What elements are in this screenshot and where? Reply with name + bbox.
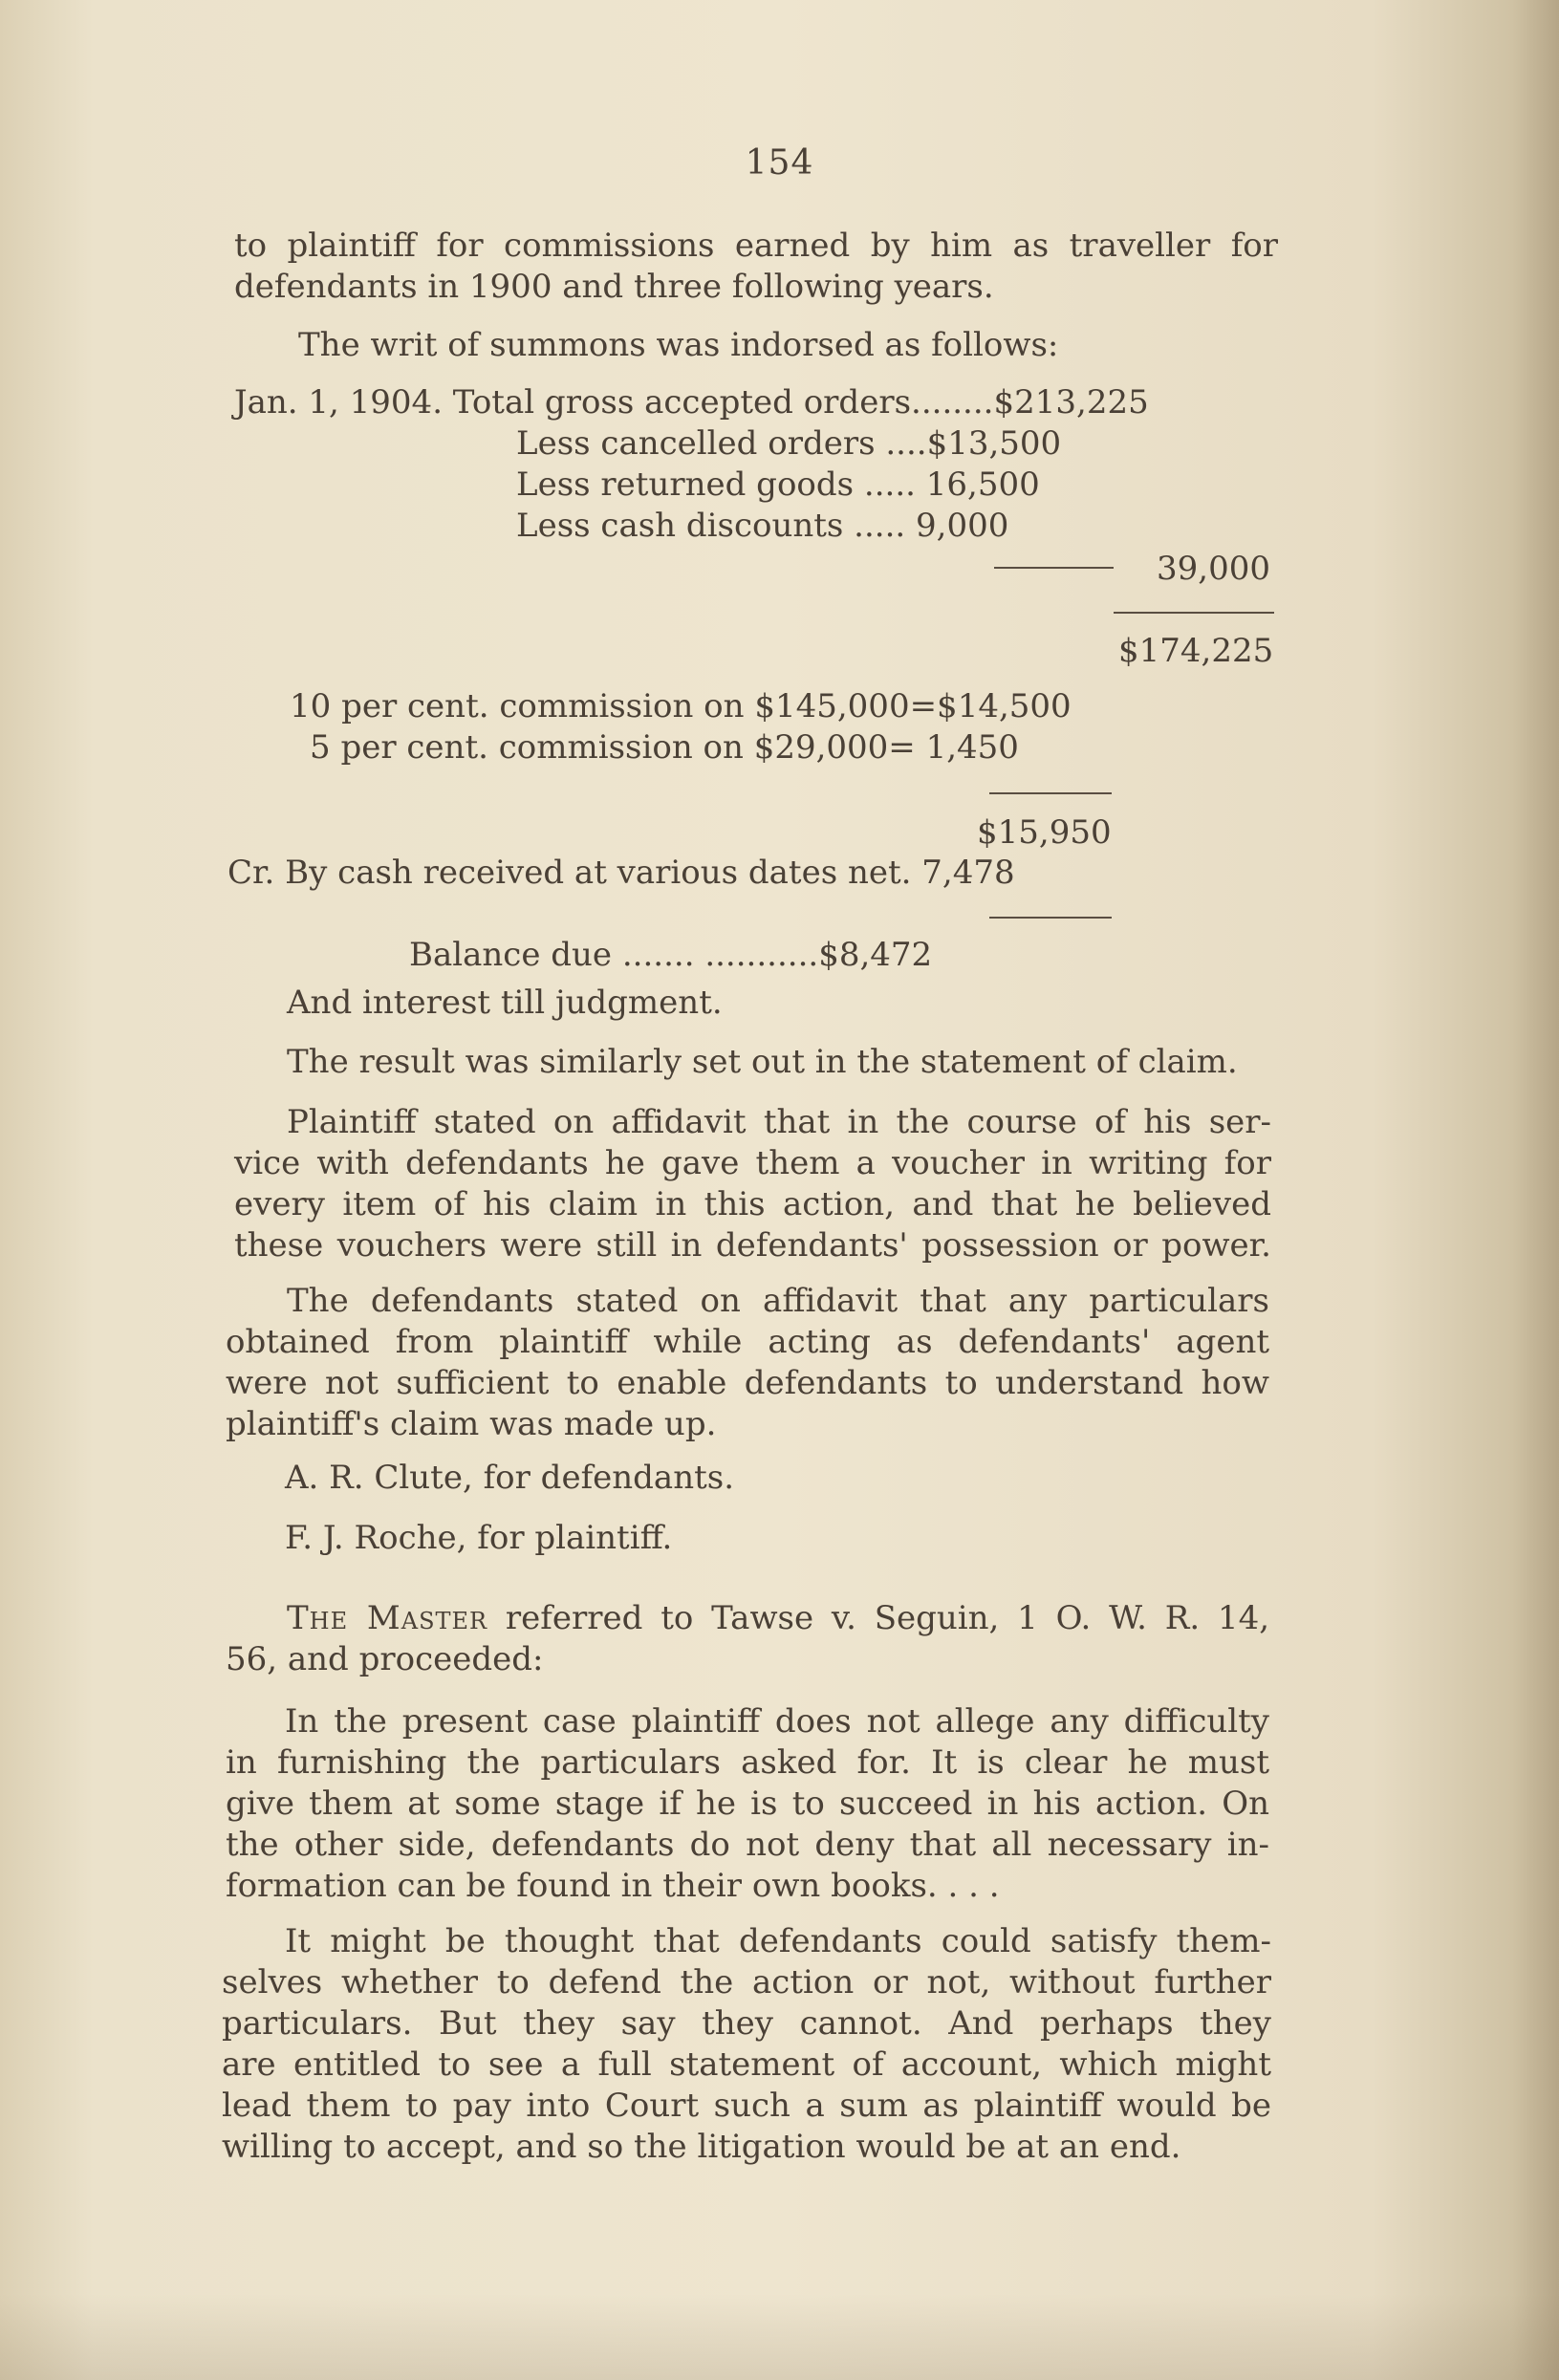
text-line: give them at some stage if he is to succeed in his action. On [226, 1785, 1269, 1823]
rule [989, 917, 1112, 919]
text-line: selves whether to defend the action or not, without further [222, 1963, 1271, 2001]
counsel-defendants: A. R. Clute, for defendants. [285, 1459, 735, 1497]
counsel-plaintiff: F. J. Roche, for plaintiff. [285, 1519, 673, 1557]
page-shadow [0, 2294, 1559, 2380]
interest-line: And interest till judgment. [287, 984, 723, 1022]
text-line: were not sufficient to enable defendants to understand how [226, 1364, 1269, 1402]
text-line: Plaintiff stated on affidavit that in the course of his ser- [287, 1103, 1271, 1141]
page-number: 154 [745, 143, 814, 183]
account-less-cancelled: Less cancelled orders ....$13,500 [516, 424, 1062, 463]
account-less-cash: Less cash discounts ..... 9,000 [516, 507, 1009, 545]
text-line: The defendants stated on affidavit that any particulars [287, 1282, 1269, 1320]
text-line: are entitled to see a full statement of account, which might [222, 2045, 1271, 2084]
account-total-gross: Jan. 1, 1904. Total gross accepted orders........$213,225 [234, 383, 1149, 422]
text-line: particulars. But they say they cannot. And perhaps they [222, 2004, 1271, 2043]
text-line: to plaintiff for commissions earned by him as traveller for [234, 227, 1278, 265]
text-line: every item of his claim in this action, and that he believed [234, 1185, 1271, 1223]
commission-5-percent: 5 per cent. commission on $29,000= 1,450 [310, 728, 1019, 767]
text-line: obtained from plaintiff while acting as defendants' agent [226, 1323, 1269, 1361]
master-citation: referred to Tawse v. Seguin, 1 O. W. R. 14, [487, 1599, 1270, 1637]
balance-due: Balance due ....... ...........$8,472 [409, 936, 933, 974]
rule [1114, 612, 1274, 614]
paragraph-defendants-affidavit [226, 1281, 1269, 1445]
text-line: plaintiff's claim was made up. [226, 1405, 717, 1443]
result-line: The result was similarly set out in the statement of claim. [287, 1043, 1238, 1081]
text-line: 56, and proceeded: [226, 1640, 544, 1678]
text-line: willing to accept, and so the litigation would be at an end. [222, 2128, 1181, 2166]
account-net-total: $174,225 [1118, 632, 1274, 670]
rule [989, 792, 1112, 794]
paragraph-intro [234, 226, 1278, 308]
paragraph-plaintiff-affidavit [234, 1102, 1271, 1266]
text-line: defendants in 1900 and three following years. [234, 268, 994, 306]
text-line: these vouchers were still in defendants' possession or power. [234, 1226, 1271, 1265]
text-line [226, 1598, 1269, 1639]
paragraph-present-case [226, 1701, 1269, 1907]
credit-line: Cr. By cash received at various dates net. 7,478 [227, 854, 1015, 892]
text-line: formation can be found in their own books. . . . [226, 1867, 1000, 1905]
text-line: It might be thought that defendants could satisfy them- [285, 1922, 1271, 1960]
paragraph-master [226, 1598, 1269, 1680]
account-less-returned: Less returned goods ..... 16,500 [516, 465, 1040, 504]
commission-10-percent: 10 per cent. commission on $145,000=$14,500 [290, 687, 1072, 725]
account-deductions-total: 39,000 [1157, 550, 1270, 588]
text-line: in furnishing the particulars asked for. It is clear he must [226, 1743, 1269, 1782]
text-line: In the present case plaintiff does not allege any difficulty [285, 1702, 1269, 1741]
writ-intro: The writ of summons was indorsed as follows: [298, 326, 1059, 364]
paragraph-might-be-thought [222, 1921, 1271, 2168]
commission-total: $15,950 [977, 813, 1112, 852]
rule [994, 567, 1114, 569]
text-line: vice with defendants he gave them a voucher in writing for [234, 1144, 1271, 1182]
text-line: lead them to pay into Court such a sum as plaintiff would be [222, 2087, 1271, 2125]
text-line: the other side, defendants do not deny that all necessary in- [226, 1826, 1269, 1864]
master-heading: The Master [287, 1599, 488, 1637]
